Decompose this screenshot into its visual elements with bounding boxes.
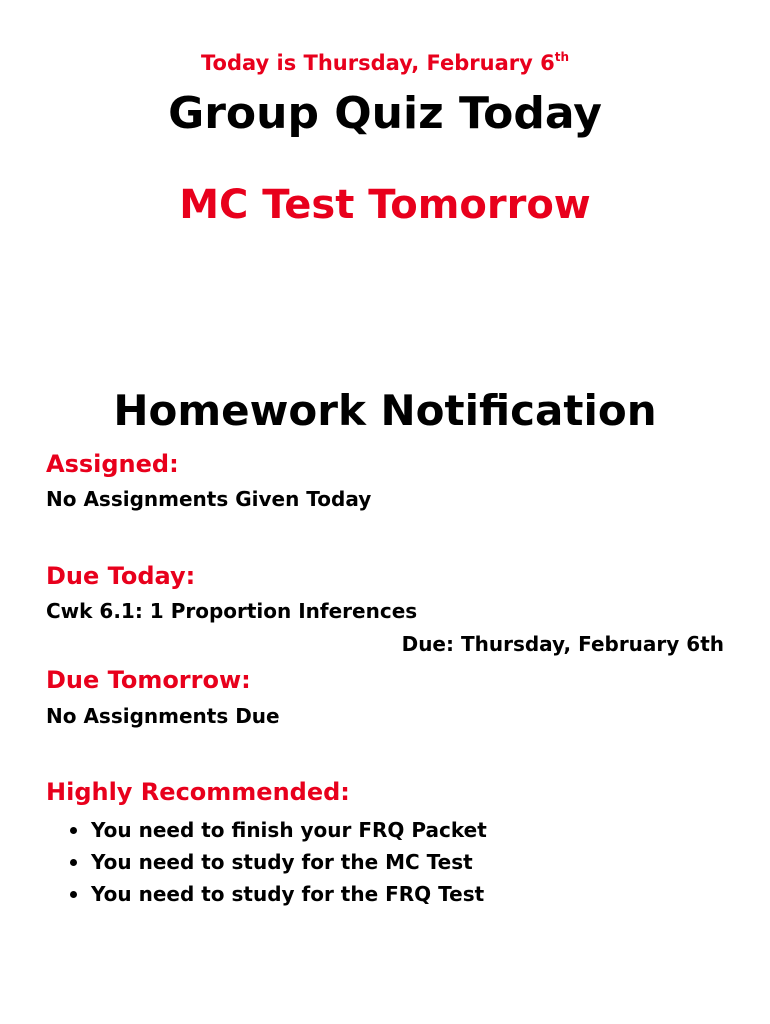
assigned-text: No Assignments Given Today — [46, 487, 372, 511]
bullet-icon — [70, 827, 77, 834]
assigned-heading: Assigned: — [46, 450, 179, 478]
bullet-icon — [70, 891, 77, 898]
homework-title: Homework Notification — [113, 386, 657, 435]
list-item — [46, 878, 487, 910]
list-item-text: You need to finish your FRQ Packet — [91, 818, 487, 842]
date-text: Today is Thursday, February 6 — [200, 51, 555, 75]
due-tomorrow-text: No Assignments Due — [46, 704, 280, 728]
recommended-heading: Highly Recommended: — [46, 778, 350, 806]
due-today-date: Due: Thursday, February 6th — [401, 632, 724, 656]
date-line — [0, 50, 770, 75]
due-tomorrow-heading: Due Tomorrow: — [46, 666, 251, 694]
list-item — [46, 846, 487, 878]
bullet-icon — [70, 859, 77, 866]
due-today-text: Cwk 6.1: 1 Proportion Inferences — [46, 599, 418, 623]
list-item-text: You need to study for the FRQ Test — [91, 882, 485, 906]
quiz-announcement: Group Quiz Today — [168, 88, 602, 139]
list-item-text: You need to study for the MC Test — [91, 850, 473, 874]
list-item — [46, 814, 487, 846]
test-announcement: MC Test Tomorrow — [179, 182, 591, 228]
recommended-list — [46, 814, 487, 910]
date-suffix: th — [554, 50, 569, 64]
due-today-heading: Due Today: — [46, 562, 196, 590]
